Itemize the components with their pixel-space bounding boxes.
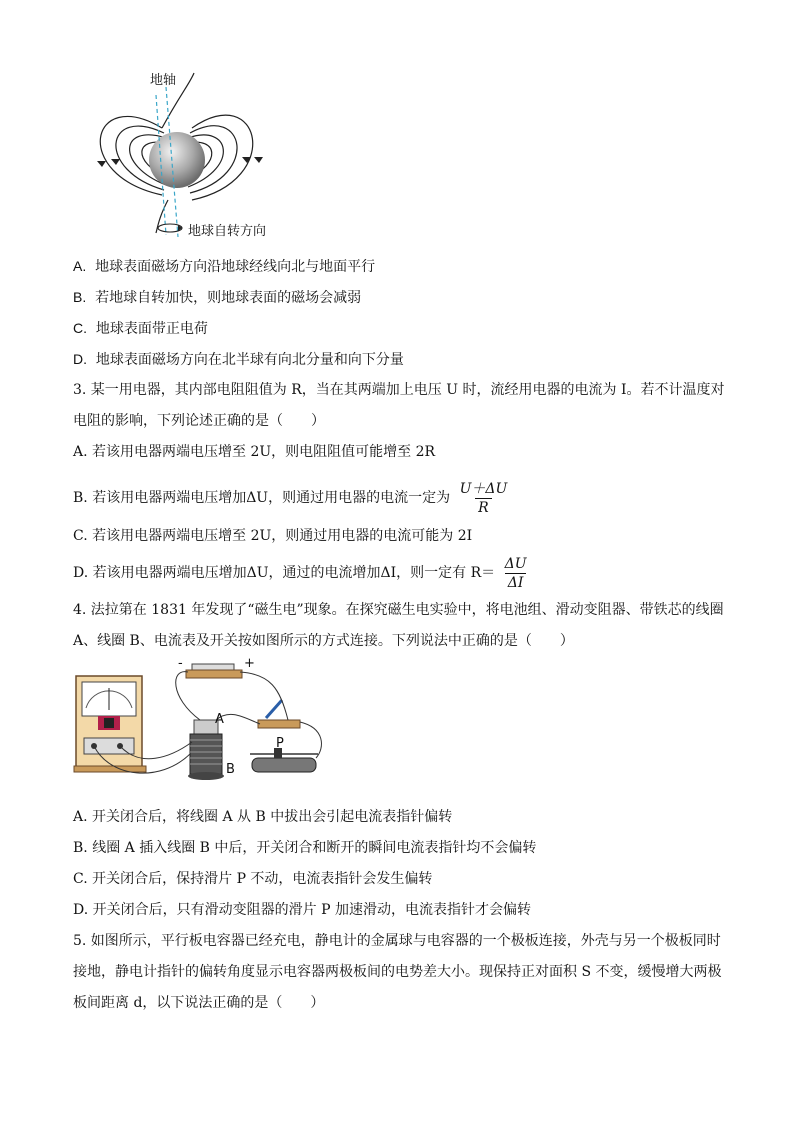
q3-stem-line2: 电阻的影响，下列论述正确的是（ ） <box>73 413 325 429</box>
q3-option-b: B. 若该用电器两端电压增加ΔU，则通过用电器的电流一定为 $\frac{U+\Delta U}{R}$ <box>73 478 512 518</box>
battery-minus-label: - <box>178 656 183 671</box>
q2-option-b: B. 若地球自转加快，则地球表面的磁场会减弱 <box>73 289 362 306</box>
q3-option-d: D. 若该用电器两端电压增加ΔU，通过的电流增加ΔI，则一定有 R＝ $\frac{\Delta U}{\Delta I}$ <box>73 553 532 593</box>
q4-stem-line2: A、线圈 B、电流表及开关按如图所示的方式连接。下列说法中正确的是（ ） <box>73 633 574 649</box>
faraday-apparatus-diagram <box>70 658 330 788</box>
earth-field-diagram <box>70 65 290 245</box>
q5-stem-line3: 板间距离 d，以下说法正确的是（ ） <box>73 995 325 1011</box>
q4-option-c: C. 开关闭合后，保持滑片 P 不动，电流表指针会发生偏转 <box>73 871 433 887</box>
q3-option-b-fraction: $\frac{U+\Delta U}{R}$ <box>459 480 508 516</box>
earth-globe <box>149 132 205 188</box>
coil-a-label: A <box>215 712 224 727</box>
q4-option-d: D. 开关闭合后，只有滑动变阻器的滑片 P 加速滑动，电流表指针才会偏转 <box>73 902 531 918</box>
q3-option-d-fraction: $\frac{\Delta U}{\Delta I}$ <box>504 555 527 591</box>
faraday-apparatus-figure <box>70 658 330 788</box>
q2-option-a: A. 地球表面磁场方向沿地球经线向北与地面平行 <box>73 258 376 275</box>
q3-option-c: C. 若该用电器两端电压增至 2U，则通过用电器的电流可能为 2I <box>73 528 473 544</box>
q3-stem-line1: 3. 某一用电器，其内部电阻阻值为 R，当在其两端加上电压 U 时，流经用电器的电流为 I。若不计温度对 <box>73 382 725 398</box>
battery-plus-label: + <box>244 656 255 671</box>
coil-b-label: B <box>226 762 235 777</box>
q5-stem-line2: 接地，静电计指针的偏转角度显示电容器两极板间的电势差大小。现保持正对面积 S 不变，缓慢增大两极 <box>73 964 722 980</box>
q2-option-d: D. 地球表面磁场方向在北半球有向北分量和向下分量 <box>73 351 404 368</box>
q4-stem-line1: 4. 法拉第在 1831 年发现了“磁生电”现象。在探究磁生电实验中，将电池组、滑动变阻器、带铁芯的线圈 <box>73 602 724 618</box>
earth-rotation-label: 地球自转方向 <box>188 224 267 239</box>
q5-stem-line1: 5. 如图所示，平行板电容器已经充电，静电计的金属球与电容器的一个极板连接，外壳与另一个极板同时 <box>73 933 721 949</box>
q2-option-c: C. 地球表面带正电荷 <box>73 320 208 337</box>
q4-option-a: A. 开关闭合后，将线圈 A 从 B 中拔出会引起电流表指针偏转 <box>73 809 453 825</box>
q4-option-b: B. 线圈 A 插入线圈 B 中后，开关闭合和断开的瞬间电流表指针均不会偏转 <box>73 840 537 856</box>
earth-magnetic-field-figure <box>70 65 290 245</box>
slider-p-label: P <box>276 736 284 751</box>
q3-option-a: A. 若该用电器两端电压增至 2U，则电阻阻值可能增至 2R <box>73 444 436 460</box>
earth-axis-label: 地轴 <box>150 73 177 88</box>
